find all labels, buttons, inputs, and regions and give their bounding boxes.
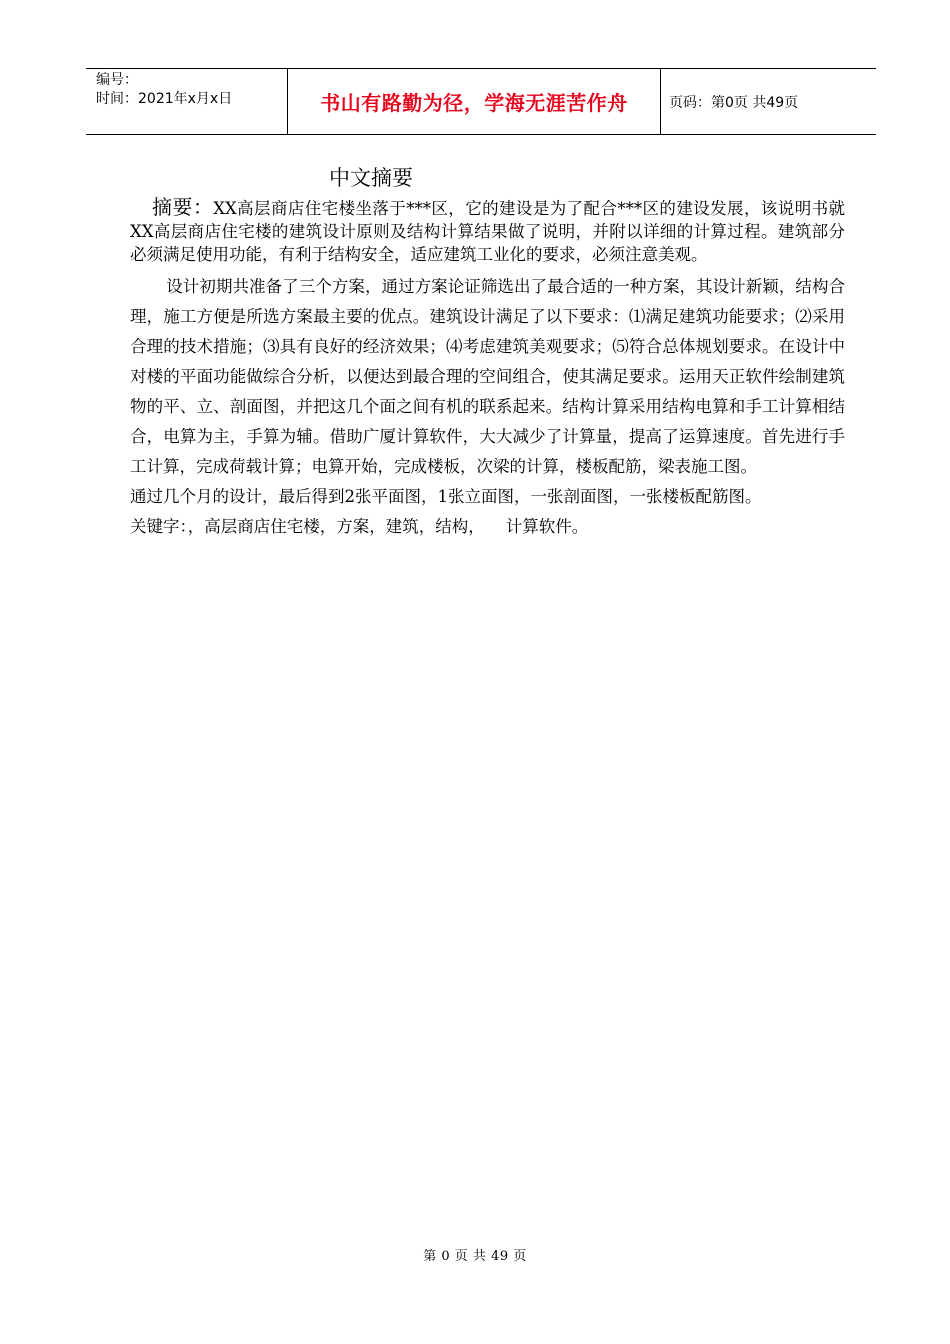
abstract-paragraph-1	[130, 196, 845, 266]
page-header	[86, 68, 876, 135]
document-number-label: 编号：	[96, 72, 138, 88]
abstract-body	[130, 196, 845, 542]
header-meta	[86, 69, 287, 134]
abstract-lead: 摘要：	[152, 195, 214, 219]
abstract-text: XX高层商店住宅楼坐落于***区，它的建设是为了配合***区的建设发展，该说明书就XX高层商店住宅楼的建筑设计原则及结构计算结果做了说明，并附以详细的计算过程。建筑部分必须满足使用功能，有利于结构安全，适应建筑工业化的要求，必须注意美观。	[130, 199, 846, 264]
keywords-line: 关键字：，高层商店住宅楼，方案，建筑，结构， 计算软件。	[130, 517, 589, 536]
header-page-number: 页码：第0页 共49页	[669, 94, 799, 111]
page-title: 中文摘要	[329, 166, 413, 190]
document-time-label: 时间：2021年x月x日	[96, 91, 233, 107]
abstract-paragraph-3: 通过几个月的设计，最后得到2张平面图，1张立面图，一张剖面图，一张楼板配筋图。	[130, 487, 762, 506]
abstract-paragraph-2: 设计初期共准备了三个方案，通过方案论证筛选出了最合适的一种方案，其设计新颖，结构合理，施工方便是所选方案最主要的优点。建筑设计满足了以下要求：⑴满足建筑功能要求；⑵采用合理的技术措施；⑶具有良好的经济效果；⑷考虑建筑美观要求；⑸符合总体规划要求。在设计中对楼的平面功能做综合分析，以便达到最合理的空间组合，使其满足要求。运用天正软件绘制建筑物的平、立、剖面图，并把这几个面之间有机的联系起来。结构计算采用结构电算和手工计算相结合，电算为主，手算为辅。借助广厦计算软件，大大减少了计算量，提高了运算速度。首先进行手工计算，完成荷载计算；电算开始，完成楼板，次梁的计算，楼板配筋，梁表施工图。	[130, 277, 845, 476]
header-motto: 书山有路勤为径，学海无涯苦作舟	[287, 69, 661, 134]
page-footer: 第 0 页 共 49 页	[423, 1249, 527, 1264]
